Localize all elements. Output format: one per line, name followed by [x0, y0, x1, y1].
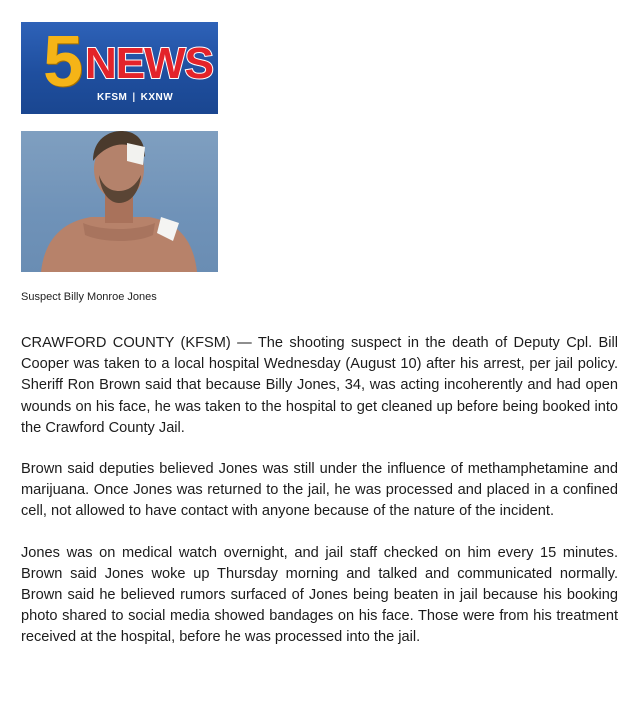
paragraph-2: Brown said deputies believed Jones was still under the influence of methamphetamine and marijuana. Once Jones was returned to the jail, he was processed and placed in a confined cell, not allowed to have contact with anyone because of the nature of the incident.	[21, 461, 618, 520]
logo-number: 5	[43, 22, 82, 102]
logo-separator: |	[132, 92, 136, 103]
paragraph-3: Jones was on medical watch overnight, and jail staff checked on him every 15 minutes. Brown said Jones woke up Thursday morning and talked and communicated normally. Brown said he believed rumors surfaced of Jones being beaten in jail because his booking photo shared to social media showed bandages on his face. Those were from his treatment received at the hospital, before he was processed into the jail.	[21, 544, 618, 646]
suspect-photo-icon	[21, 131, 218, 272]
logo-word: NEWS	[85, 39, 213, 88]
article-body	[21, 333, 618, 669]
photo-caption: Suspect Billy Monroe Jones	[21, 291, 157, 303]
paragraph-1: CRAWFORD COUNTY (KFSM) — The shooting suspect in the death of Deputy Cpl. Bill Cooper was taken to a local hospital Wednesday (August 10) after his arrest, per jail policy. Sheriff Ron Brown said that because Billy Jones, 34, was acting incoherently and had open wounds on his face, he was taken to the hospital to get cleaned up before being booked into the Crawford County Jail.	[21, 335, 618, 436]
logo-call-left: KFSM	[97, 92, 128, 103]
suspect-photo	[21, 131, 218, 272]
logo-call-letters	[97, 92, 173, 103]
news-logo	[21, 22, 218, 114]
logo-call-right: KXNW	[140, 92, 174, 103]
